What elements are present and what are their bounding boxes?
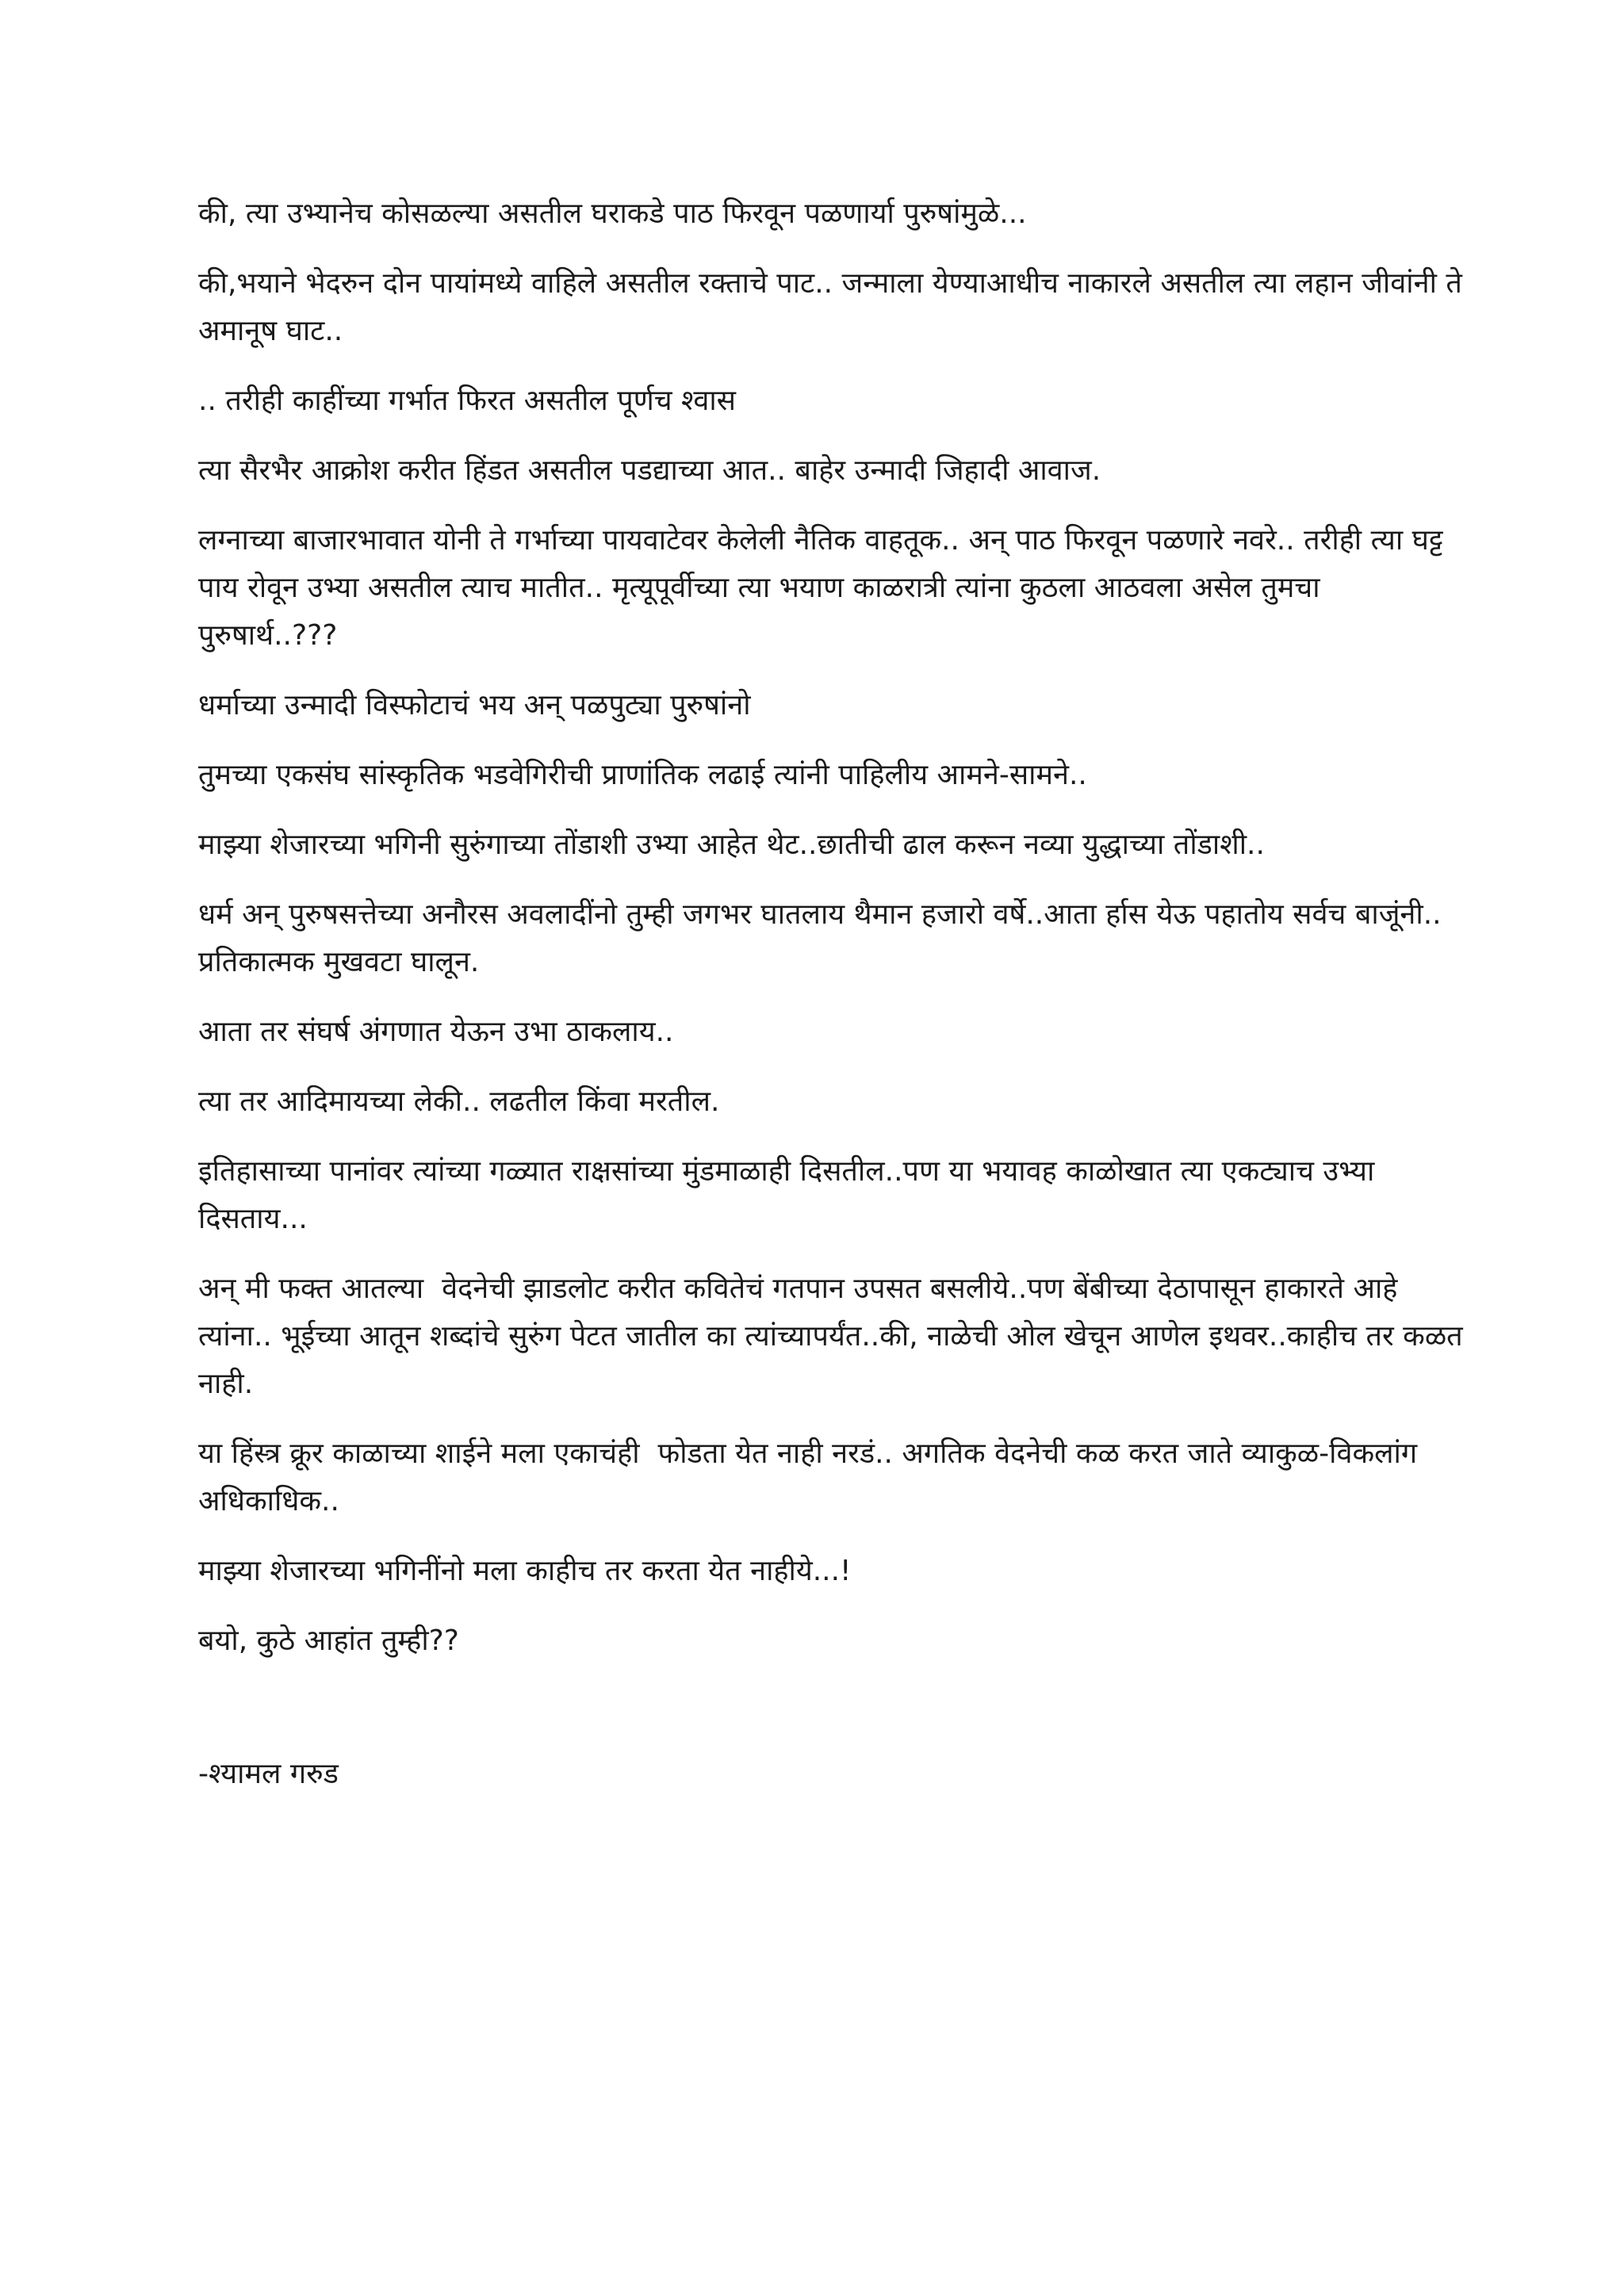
paragraph-13: अन् मी फक्त आतल्या वेदनेची झाडलोट करीत कवितेचं गतपान उपसत बसलीये..पण बेंबीच्या देठापासून हाकारते आहे त्यांना.. भूईच्या आतून शब्दांचे सुरुंग पेटत जातील का त्यांच्यापर्यंत..की, नाळेची ओल खेचून आणेल इथवर..काहीच तर कळत नाही. [198, 1272, 1473, 1400]
paragraph-8: माझ्या शेजारच्या भगिनी सुरुंगाच्या तोंडाशी उभ्या आहेत थेट..छातीची ढाल करून नव्या युद्धाच्या तोंडाशी.. [198, 828, 1265, 861]
paragraph-9: धर्म अन् पुरुषसत्तेच्या अनौरस अवलादींनो तुम्ही जगभर घातलाय थैमान हजारो वर्षे..आता र्हास येऊ पहातोय सर्वच बाजूंनी.. प्रतिकात्मक मुखवटा घालून. [198, 898, 1451, 978]
paragraph-2: की,भयाने भेदरुन दोन पायांमध्ये वाहिले असतील रक्ताचे पाट.. जन्माला येण्याआधीच नाकारले असतील त्या लहान जीवांनी ते अमानूष घाट.. [198, 267, 1472, 347]
paragraph-14: या हिंस्त्र क्रूर काळाच्या शाईने मला एकाचंही फोडता येत नाही नरडं.. अगतिक वेदनेची कळ करत जाते व्याकुळ-विकलांग अधिकाधिक.. [198, 1437, 1427, 1517]
paragraph-11: त्या तर आदिमायच्या लेकी.. लढतील किंवा मरतील. [198, 1085, 720, 1118]
author-signature: -श्यामल गरुड [198, 1758, 339, 1790]
paragraph-4: त्या सैरभैर आक्रोश करीत हिंडत असतील पडद्याच्या आत.. बाहेर उन्मादी जिहादी आवाज. [198, 454, 1101, 487]
poem-body [198, 190, 1473, 1820]
paragraph-6: धर्माच्या उन्मादी विस्फोटाचं भय अन् पळपुट्या पुरुषांनो [198, 689, 751, 721]
paragraph-3: .. तरीही काहींच्या गर्भात फिरत असतील पूर्णच श्वास [198, 385, 737, 417]
paragraph-12: इतिहासाच्या पानांवर त्यांच्या गळ्यात राक्षसांच्या मुंडमाळाही दिसतील..पण या भयावह काळोखात त्या एकट्याच उभ्या दिसताय... [198, 1155, 1384, 1235]
paragraph-1: की, त्या उभ्यानेच कोसळल्या असतील घराकडे पाठ फिरवून पळणार्या पुरुषांमुळे... [198, 197, 1027, 230]
paragraph-16: बयो, कुठे आहांत तुम्ही?? [198, 1624, 459, 1657]
paragraph-15: माझ्या शेजारच्या भगिनींनो मला काहीच तर करता येत नाहीये...! [198, 1555, 852, 1587]
paragraph-7: तुमच्या एकसंघ सांस्कृतिक भडवेगिरीची प्राणांतिक लढाई त्यांनी पाहिलीय आमने-सामने.. [198, 759, 1087, 791]
paragraph-5: लग्नाच्या बाजारभावात योनी ते गर्भाच्या पायवाटेवर केलेली नैतिक वाहतूक.. अन् पाठ फिरवून पळणारे नवरे.. तरीही त्या घट्ट पाय रोवून उभ्या असतील त्याच मातीत.. मृत्यूपूर्वीच्या त्या भयाण काळरात्री त्यांना कुठला आठवला असेल तुमचा पुरुषार्थ..??? [198, 524, 1452, 652]
paragraph-10: आता तर संघर्ष अंगणात येऊन उभा ठाकलाय.. [198, 1016, 674, 1048]
